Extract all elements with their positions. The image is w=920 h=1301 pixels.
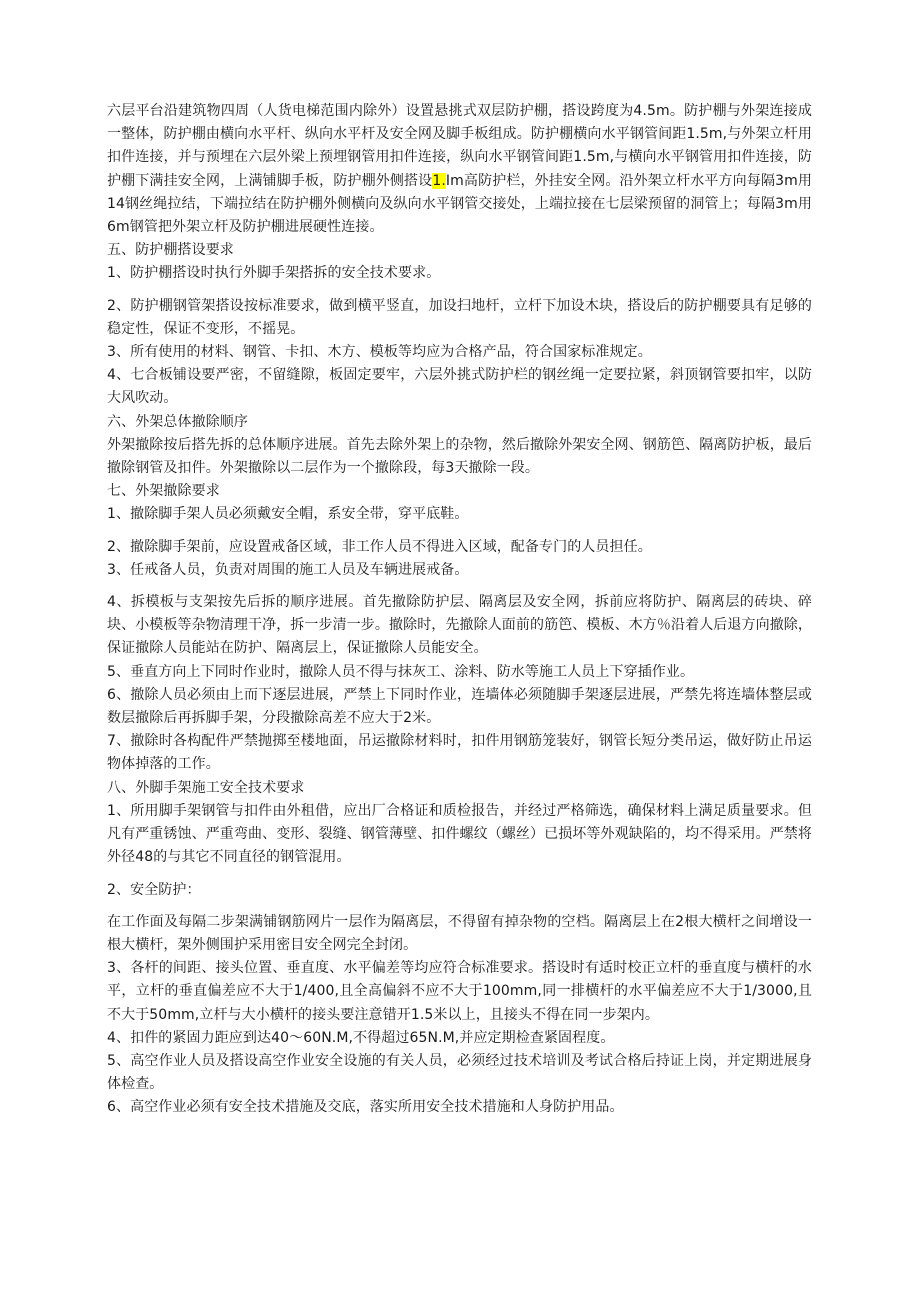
paragraph: 1、撤除脚手架人员必须戴安全帽，系安全带，穿平底鞋。	[107, 506, 469, 523]
paragraph: 1、防护棚搭设时执行外脚手架搭拆的安全技术要求。	[107, 265, 441, 282]
section-heading-5: 五、防护棚搭设要求	[107, 242, 234, 259]
paragraph: 6、高空作业必须有安全技术措施及交底，落实所用安全技术措施和人身防护用品。	[107, 1099, 624, 1116]
paragraph: 2、安全防护：	[107, 881, 201, 898]
paragraph: 4、拆模板与支架按先后拆的顺序进展。首先撤除防护层、隔离层及安全网，拆前应将防护、隔离层的砖块、碎块、小模板等杂物清理干净，拆一步清一步。撤除时，先撤除人面前的筋笆、模板、木方％沿着人后退方向撤除，保证撤除人员能站在防护、隔离层上，保证撤除人员能安全。	[107, 594, 812, 657]
paragraph: 在工作面及每隔二步架满铺钢筋网片一层作为隔离层，不得留有掉杂物的空档。隔离层上在2根大横杆之间增设一根大横杆，架外侧围护采用密目安全网完全封闭。	[107, 913, 812, 953]
paragraph: 4、七合板铺设要严密，不留缝隙，板固定要牢，六层外挑式防护栏的钢丝绳一定要拉紧，斜顶钢管要扣牢，以防大风吹动。	[107, 367, 812, 407]
paragraph: 7、撤除时各构配件严禁抛掷至楼地面，吊运撤除材料时，扣件用钢筋笼装好，钢管长短分类吊运，做好防止吊运物体掉落的工作。	[107, 733, 812, 773]
intro-text-end: Im高防护栏，外挂安全网。沿外架立杆水平方向每隔3m用14钢丝绳拉结，下端拉结在防护棚外侧横向及纵向水平钢管交接处，上端拉接在七层梁预留的洞管上；每隔3m用6m钢管把外架立杆及防护棚进展硬性连接。	[107, 172, 812, 236]
paragraph: 2、撤除脚手架前，应设置戒备区域，非工作人员不得进入区域，配备专门的人员担任。	[107, 538, 652, 555]
paragraph: 3、各杆的间距、接头位置、垂直度、水平偏差等均应符合标准要求。搭设时有适时校正立杆的垂直度与横杆的水平，立杆的垂直偏差应不大于1/400,且全高偏斜不应不大于100mm,同一排横杆的水平偏差应不大于1/3000,且不大于50mm,立杆与大小横杆的接头要注意错开1.5米以上，且接头不得在同一步架内。	[107, 960, 812, 1023]
highlighted-text: 1.	[432, 172, 446, 189]
paragraph: 3、所有使用的材料、钢管、卡扣、木方、模板等均应为合格产品，符合国家标准规定。	[107, 344, 652, 361]
paragraph-intro	[107, 100, 812, 239]
paragraph: 6、撤除人员必须由上而下逐层进展，严禁上下同时作业，连墙体必须随脚手架逐层进展，严禁先将连墙体整层或数层撤除后再拆脚手架，分段撤除高差不应大于2米。	[107, 686, 812, 727]
section-heading-6: 六、外架总体撤除顺序	[107, 413, 248, 430]
section-heading-7: 七、外架撤除要求	[107, 483, 220, 500]
section-heading-8: 八、外脚手架施工安全技术要求	[107, 779, 305, 796]
paragraph: 5、高空作业人员及搭设高空作业安全设施的有关人员，必须经过技术培训及考试合格后持证上岗，并定期进展身体检查。	[107, 1052, 812, 1093]
paragraph: 5、垂直方向上下同时作业时，撤除人员不得与抹灰工、涂料、防水等施工人员上下穿插作业。	[107, 663, 695, 680]
paragraph: 4、扣件的紧固力距应到达40～60N.M,不得超过65N.M,并应定期检查紧固程度。	[107, 1029, 615, 1046]
paragraph: 外架撤除按后搭先拆的总体顺序进展。首先去除外架上的杂物，然后撤除外架安全网、钢筋笆、隔离防护板，最后撤除钢管及扣件。外架撤除以二层作为一个撤除段，每3天撤除一段。	[107, 436, 812, 477]
paragraph: 1、所用脚手架钢管与扣件由外租借，应出厂合格证和质检报告，并经过严格筛选，确保材料上满足质量要求。但凡有严重锈蚀、严重弯曲、变形、裂缝、钢管薄壁、扣件螺纹（螺丝）已损坏等外观缺陷的，均不得采用。严禁将外径48的与其它不同直径的钢管混用。	[107, 802, 812, 866]
paragraph: 3、任戒备人员，负责对周围的施工人员及车辆进展戒备。	[107, 561, 469, 578]
intro-text-start: 六层平台沿建筑物四周（人货电梯范围内除外）设置悬挑式双层防护棚，搭设跨度为4.5m。防护棚与外架连接成一整体，防护棚由横向水平杆、纵向水平杆及安全网及脚手板组成。防护棚横向水平钢管间距1.5m,与外架立杆用扣件连接，并与预埋在六层外梁上预埋钢管用扣件连接，纵向水平钢管间距1.5m,与横向水平钢管用扣件连接，防护棚下满挂安全网，上满铺脚手板，防护棚外侧搭设	[107, 103, 812, 189]
paragraph: 2、防护棚钢管架搭设按标准要求，做到横平竖直，加设扫地杆，立杆下加设木块，搭设后的防护棚要具有足够的稳定性，保证不变形，不摇晃。	[107, 297, 812, 337]
document-body	[107, 100, 812, 1120]
